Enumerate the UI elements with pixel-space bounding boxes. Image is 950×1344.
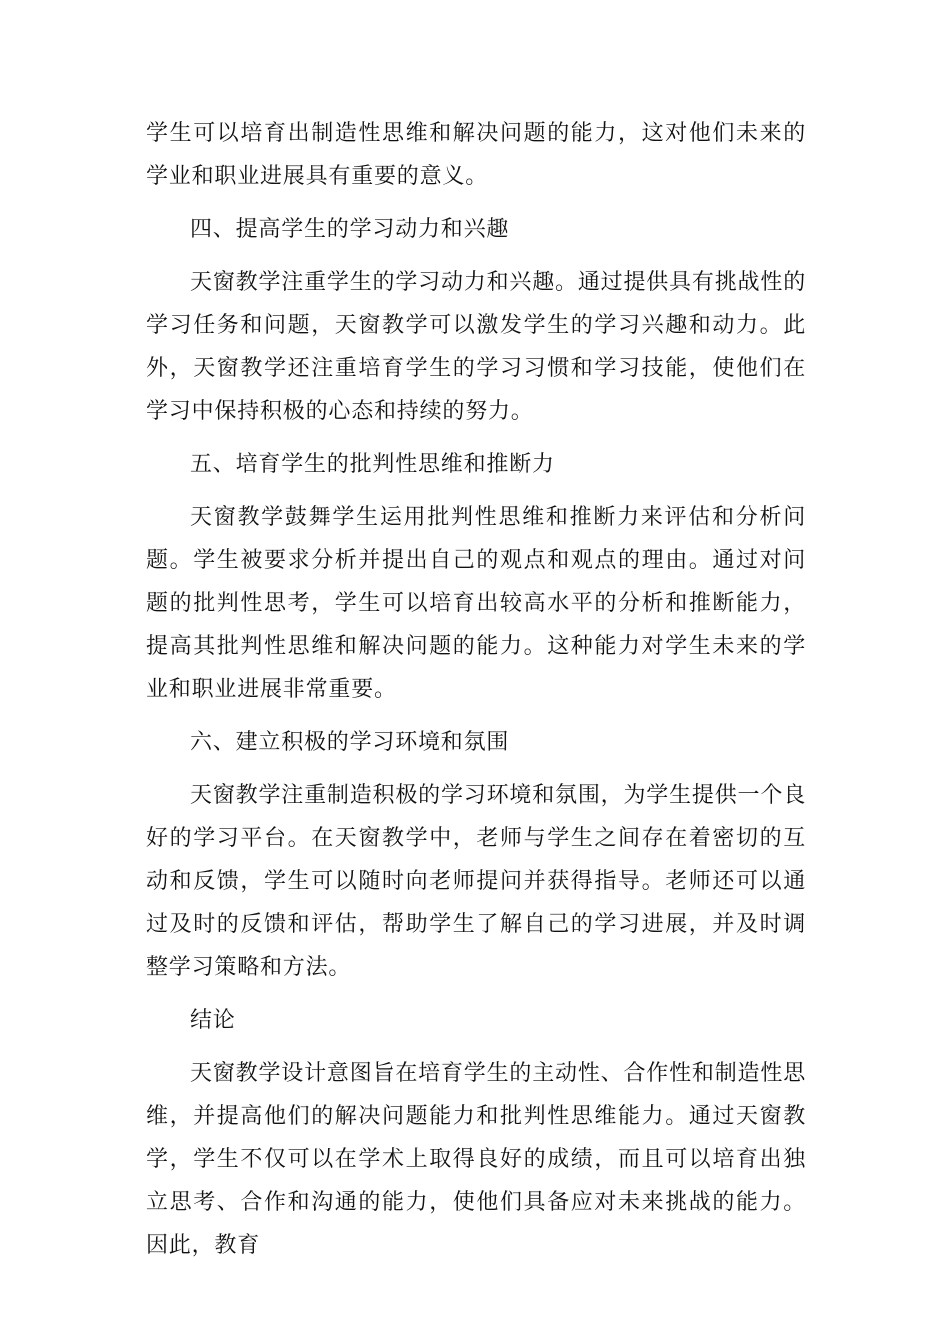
document-body bbox=[146, 112, 806, 1267]
conclusion-heading: 结论 bbox=[190, 1008, 236, 1033]
paragraph-continuation: 学生可以培育出制造性思维和解决问题的能力，这对他们未来的学业和职业进展具有重要的意义。 bbox=[146, 121, 806, 189]
section-heading-5: 五、培育学生的批判性思维和推断力 bbox=[190, 452, 555, 477]
paragraph-section-6: 天窗教学注重制造积极的学习环境和氛围，为学生提供一个良好的学习平台。在天窗教学中，老师与学生之间存在着密切的互动和反馈，学生可以随时向老师提问并获得指导。老师还可以通过及时的反馈和评估，帮助学生了解自己的学习进展，并及时调整学习策略和方法。 bbox=[146, 783, 806, 980]
paragraph-conclusion: 天窗教学设计意图旨在培育学生的主动性、合作性和制造性思维，并提高他们的解决问题能力和批判性思维能力。通过天窗教学，学生不仅可以在学术上取得良好的成绩，而且可以培育出独立思考、合作和沟通的能力，使他们具备应对未来挑战的能力。因此，教育 bbox=[146, 1061, 806, 1258]
section-heading-6: 六、建立积极的学习环境和氛围 bbox=[190, 730, 510, 755]
paragraph-section-5: 天窗教学鼓舞学生运用批判性思维和推断力来评估和分析问题。学生被要求分析并提出自己的观点和观点的理由。通过对问题的批判性思考，学生可以培育出较高水平的分析和推断能力，提高其批判性思维和解决问题的能力。这种能力对学生未来的学业和职业进展非常重要。 bbox=[146, 505, 806, 702]
section-heading-4: 四、提高学生的学习动力和兴趣 bbox=[190, 217, 510, 242]
paragraph-section-4: 天窗教学注重学生的学习动力和兴趣。通过提供具有挑战性的学习任务和问题，天窗教学可以激发学生的学习兴趣和动力。此外，天窗教学还注重培育学生的学习习惯和学习技能，使他们在学习中保持积极的心态和持续的努力。 bbox=[146, 270, 806, 424]
